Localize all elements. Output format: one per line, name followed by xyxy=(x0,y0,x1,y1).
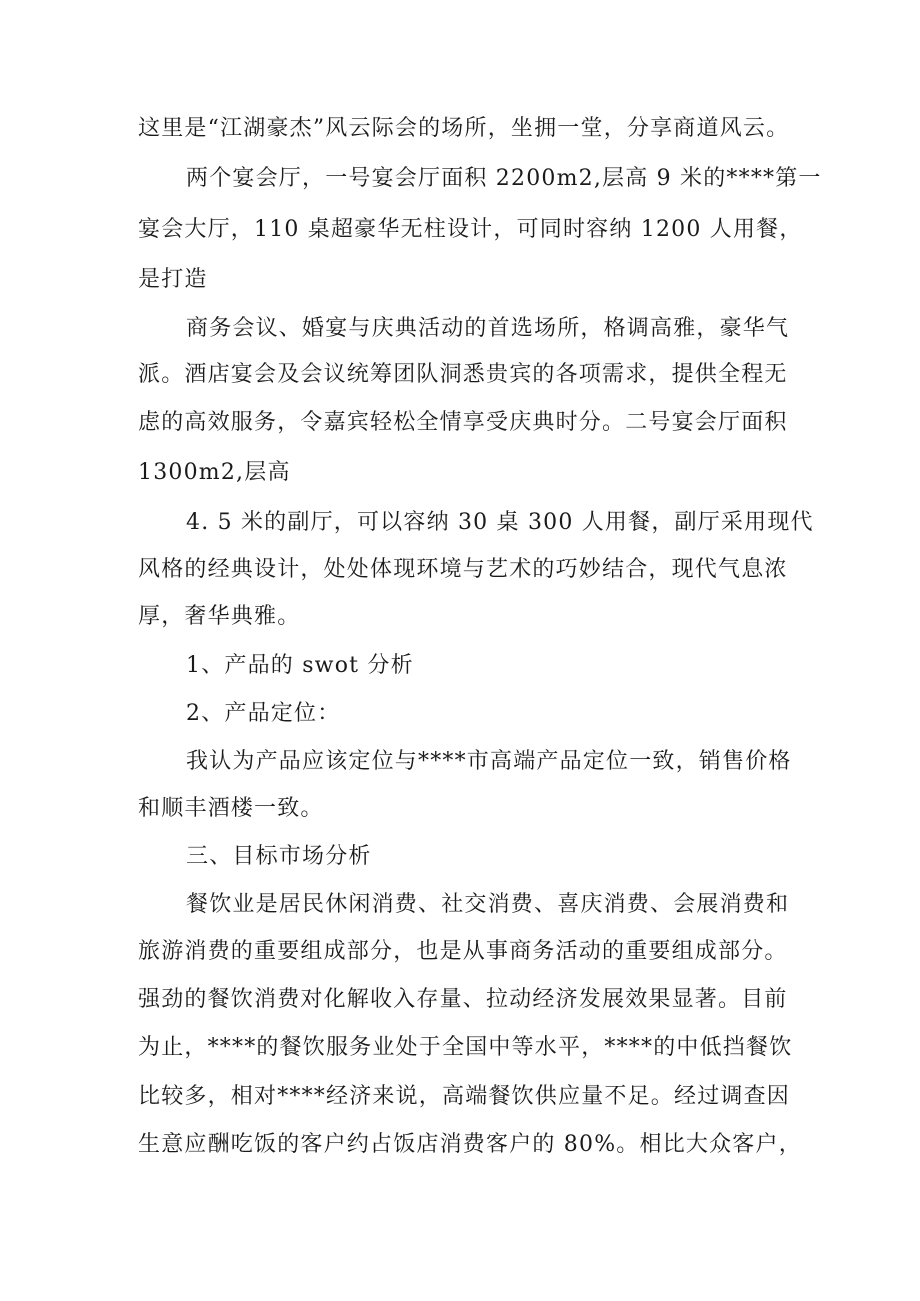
section-heading: 三、目标市场分析 xyxy=(186,844,372,869)
text-line: 我认为产品应该定位与****市高端产品定位一致，销售价格 xyxy=(186,749,792,774)
text-line: 商务会议、婚宴与庆典活动的首选场所，格调高雅，豪华气 xyxy=(186,316,790,341)
text-line: 旅游消费的重要组成部分，也是从事商务活动的重要组成部分。 xyxy=(138,939,788,964)
text-line: 厚，奢华典雅。 xyxy=(138,604,301,629)
text-line: 和顺丰酒楼一致。 xyxy=(138,796,324,821)
text-line: 这里是“江湖豪杰”风云际会的场所，坐拥一堂，分享商道风云。 xyxy=(138,116,790,141)
text-line: 两个宴会厅，一号宴会厅面积 2200m2,层高 9 米的****第一 xyxy=(186,166,822,191)
text-line: 是打造 xyxy=(138,267,208,292)
text-line: 宴会大厅，110 桌超豪华无柱设计，可同时容纳 1200 人用餐， xyxy=(138,217,803,242)
text-line: 派。酒店宴会及会议统筹团队洞悉贵宾的各项需求，提供全程无 xyxy=(138,362,788,387)
text-line: 4. 5 米的副厅，可以容纳 30 桌 300 人用餐，副厅采用现代 xyxy=(186,510,814,535)
section-heading: 2、产品定位： xyxy=(186,701,341,726)
section-heading: 1、产品的 swot 分析 xyxy=(186,653,414,678)
text-line: 为止，****的餐饮服务业处于全国中等水平，****的中低挡餐饮 xyxy=(138,1035,793,1060)
text-line: 比较多，相对****经济来说，高端餐饮供应量不足。经过调查因 xyxy=(138,1084,791,1109)
text-line: 1300m2,层高 xyxy=(138,460,291,485)
text-line: 餐饮业是居民休闲消费、社交消费、喜庆消费、会展消费和 xyxy=(186,892,790,917)
text-line: 虑的高效服务，令嘉宾轻松全情享受庆典时分。二号宴会厅面积 xyxy=(138,410,788,435)
text-line: 生意应酬吃饭的客户约占饭店消费客户的 80%。相比大众客户， xyxy=(138,1132,802,1157)
text-line: 风格的经典设计，处处体现环境与艺术的巧妙结合，现代气息浓 xyxy=(138,557,788,582)
text-line: 强劲的餐饮消费对化解收入存量、拉动经济发展效果显著。目前 xyxy=(138,987,788,1012)
